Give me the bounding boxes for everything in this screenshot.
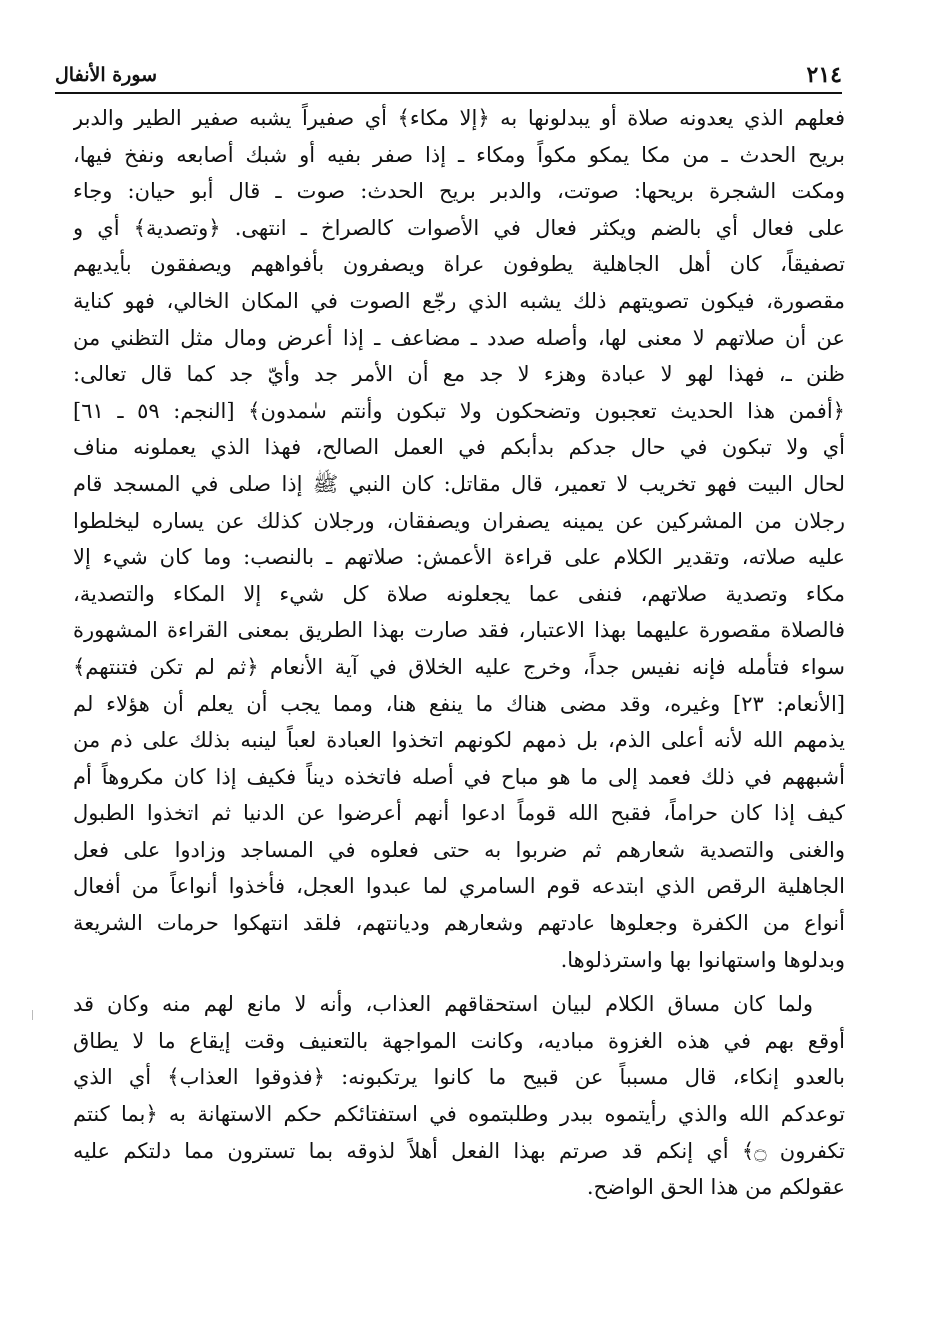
text-line: مكاء وتصدية صلاتهم، فنفى عما يجعلونه صلاة كل شيء إلا المكاء والتصدية، [73, 581, 845, 606]
text-line: رجلان من المشركين عن يمينه يصفران ويصفقان، ورجلان كذلك عن يساره ليخلطوا [73, 508, 845, 533]
margin-mark [32, 1010, 33, 1020]
text-line: ظنن ـ، فهذا لهو لا عبادة وهزء لا جد مع أن الأمر جد وأيّ جد كما قال تعالى: [73, 362, 845, 387]
text-line: ومكت الشجرة بريحها: صوتت، والدبر بريح الحدث: صوت ـ قال أبو حيان: وجاء [73, 179, 845, 204]
text-line: أنواع من الكفرة وجعلوها عادتهم وشعارهم وديانتهم، فلقد انتهكوا حرمات الشريعة [73, 911, 845, 936]
text-line: والغنى والتصدية شعارهم ثم ضربوا به حتى فعلوه في المساجد وزادوا على فعل [73, 837, 845, 862]
text-line: مقصورة، فيكون تصويتهم ذلك يشبه الذي رجّع الصوت في المكان الخالي، فهو كناية [73, 288, 845, 313]
text-line: فعلهم الذي يعدونه صلاة أو يبدلونها به ﴿إلا مكاء﴾ أي صفيراً يشبه صفير الطير والدبر [73, 106, 845, 130]
text-line: ولما كان مساق الكلام لبيان استحقاقهم العذاب، وأنه لا مانع لهم منه وكان قد [73, 992, 813, 1017]
text-line: يذمهم الله لأنه أعلى الذم، بل ذمهم لكونهم اتخذوا العبادة لعباً لينبه بذلك على ذم من [73, 728, 845, 753]
text-line: لحال البيت فهو تخريب لا تعمير، قال مقاتل: كان النبي ﷺ إذا صلى في المسجد قام [73, 471, 845, 496]
text-line: ﴿أفمن هذا الحديث تعجبون وتضحكون ولا تبكون وأنتم سٰمدون﴾ [النجم: ٥٩ ـ ٦١] [73, 398, 845, 423]
text-line: أي ولا تبكون في حال جدكم بدأبكم في العمل الصالح، فهذا الذي يعملونه مناف [73, 435, 845, 460]
text-line: كيف إذا كان حراماً، فقبح الله قوماً ادعوا أنهم أعرضوا عن الدنيا ثم اتخذوا الطبول [73, 801, 845, 826]
text-line: عليه صلاته، وتقدير الكلام على قراءة الأعمش: صلاتهم ـ بالنصب: وما كان شيء إلا [73, 545, 845, 570]
running-header [55, 58, 842, 94]
text-line: [الأنعام: ٢٣] وغيره، وقد مضى هناك ما ينفع هنا، ومما يجب أن يعلم أن هؤلاء لم [73, 691, 845, 716]
text-line: سواء فتأمله فإنه نفيس جداً، وخرج عليه الخلاق في آية الأنعام ﴿ثم لم تكن فتنتهم﴾ [73, 654, 845, 679]
body-text [73, 100, 845, 1206]
text-line: بالعدو إنكاء، قال مسبباً عن قبيح ما كانوا يرتكبونه: ﴿فذوقوا العذاب﴾ أي الذي [73, 1065, 845, 1090]
text-line: أوقع بهم في هذه الغزوة مباديه، وكانت المواجهة بالتعنيف وقت إيقاع ما لا يطاق [73, 1028, 845, 1053]
text-line: عن أن صلاتهم لا معنى لها، وأصله صدد ـ مضاعف ـ إذا أعرض ومال مثل التظني من [73, 325, 845, 350]
text-line: توعدكم الله والذي رأيتموه ببدر وطلبتموه في استفتائكم حكم الاستهانة به ﴿بما كنتم [73, 1102, 845, 1127]
text-line: أشبههم في ذلك فعمد إلى ما هو مباح في أصله فاتخذه ديناً فكيف إذا كان مكروهاً أم [73, 764, 845, 789]
text-line: تكفرون ۝﴾ أي إنكم قد صرتم بهذا الفعل أهلاً لذوقه بما تسترون مما دلتكم عليه [73, 1138, 845, 1163]
text-line: عقولكم من هذا الحق الواضح. [586, 1175, 845, 1200]
surah-title: سورة الأنفال [55, 64, 158, 86]
paragraph-2 [73, 986, 845, 1206]
page-number: ٢١٤ [806, 62, 842, 88]
paragraph-1 [73, 100, 845, 978]
text-line: على فعال أي بالضم ويكثر فعال في الأصوات كالصراخ ـ انتهى. ﴿وتصدية﴾ أي و [73, 215, 845, 240]
text-line: بريح الحدث ـ من مكا يمكو مكواً ومكاء ـ إذا صفر بفيه أو شبك أصابعه ونفخ فيها، [73, 142, 845, 167]
text-line: تصفيقاً، كان أهل الجاهلية يطوفون عراة ويصفرون بأفواههم ويصفقون بأيديهم [73, 252, 845, 277]
text-line: فالصلاة مقصورة عليهما بهذا الاعتبار، فقد صارت بهذا الطريق بمعنى القراءة المشهورة [73, 618, 845, 643]
paragraph-gap [73, 978, 845, 986]
text-line: وبدلوها واستهانوا بها واسترذلوها. [560, 947, 845, 972]
text-line: الجاهلية الرقص الذي ابتدعه قوم السامري لما عبدوا العجل، فأخذوا أنواعاً من أفعال [73, 874, 845, 899]
